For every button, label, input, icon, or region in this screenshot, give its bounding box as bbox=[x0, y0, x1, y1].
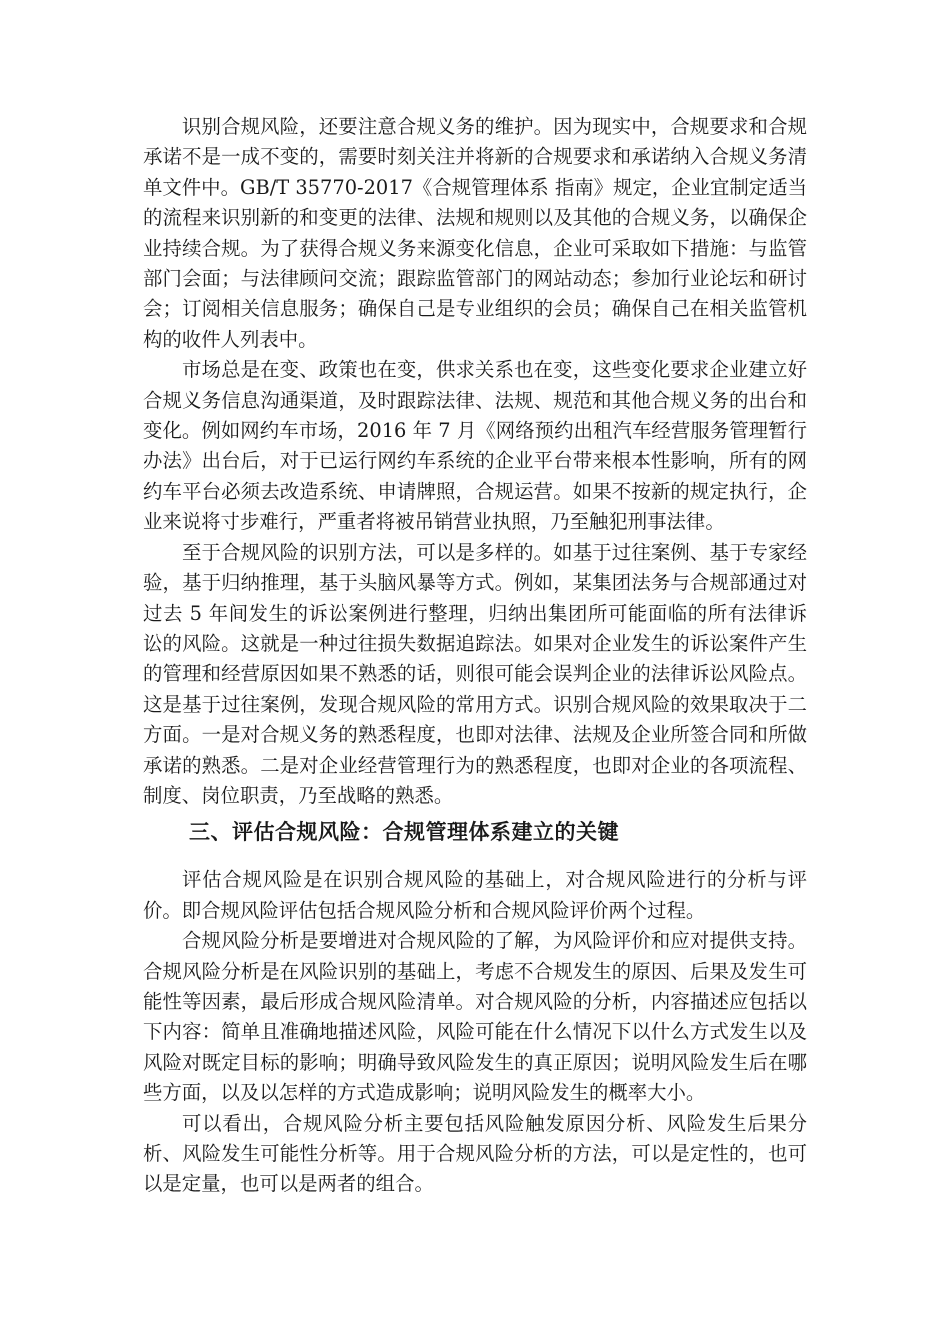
paragraph-compliance-obligation-maintenance: 识别合规风险，还要注意合规义务的维护。因为现实中，合规要求和合规承诺不是一成不变的，需要时刻关注并将新的合规要求和承诺纳入合规义务清单文件中。GB/T 35770-2017《合规管理体系 指南》规定，企业宜制定适当的流程来识别新的和变更的法律、法规和规则以及其他的合规义务，以确保企业持续合规。为了获得合规义务来源变化信息，企业可采取如下措施：与监管部门会面；与法律顾问交流；跟踪监管部门的网站动态；参加行业论坛和研讨会；订阅相关信息服务；确保自己是专业组织的会员；确保自己在相关监管机构的收件人列表中。 bbox=[143, 115, 807, 351]
paragraph-risk-analysis: 合规风险分析是要增进对合规风险的了解，为风险评价和应对提供支持。合规风险分析是在风险识别的基础上，考虑不合规发生的原因、后果及发生可能性等因素，最后形成合规风险清单。对合规风险的分析，内容描述应包括以下内容：简单且准确地描述风险，风险可能在什么情况下以什么方式发生以及风险对既定目标的影响；明确导致风险发生的真正原因；说明风险发生后在哪些方面，以及以怎样的方式造成影响；说明风险发生的概率大小。 bbox=[143, 929, 807, 1105]
paragraph-risk-assessment-definition: 评估合规风险是在识别合规风险的基础上，对合规风险进行的分析与评价。即合规风险评估包括合规风险分析和合规风险评价两个过程。 bbox=[143, 868, 807, 922]
document-page bbox=[143, 112, 807, 1200]
paragraph-market-change: 市场总是在变、政策也在变，供求关系也在变，这些变化要求企业建立好合规义务信息沟通渠道，及时跟踪法律、法规、规范和其他合规义务的出台和变化。例如网约车市场，2016 年 7 月《网络预约出租汽车经营服务管理暂行办法》出台后，对于已运行网约车系统的企业平台带来根本性影响，所有的网约车平台必须去改造系统、申请牌照，合规运营。如果不按新的规定执行，企业来说将寸步难行，严重者将被吊销营业执照，乃至触犯刑事法律。 bbox=[143, 358, 807, 534]
paragraph-analysis-summary: 可以看出，合规风险分析主要包括风险触发原因分析、风险发生后果分析、风险发生可能性分析等。用于合规风险分析的方法，可以是定性的，也可以是定量，也可以是两者的组合。 bbox=[143, 1111, 807, 1196]
paragraph-identification-methods: 至于合规风险的识别方法，可以是多样的。如基于过往案例、基于专家经验，基于归纳推理，基于头脑风暴等方式。例如，某集团法务与合规部通过对过去 5 年间发生的诉讼案例进行整理，归纳出集团所可能面临的所有法律诉讼的风险。这就是一种过往损失数据追踪法。如果对企业发生的诉讼案件产生的管理和经营原因如果不熟悉的话，则很可能会误判企业的法律诉讼风险点。这是基于过往案例，发现合规风险的常用方式。识别合规风险的效果取决于二方面。一是对合规义务的熟悉程度，也即对法律、法规及企业所签合同和所做承诺的熟悉。二是对企业经营管理行为的熟悉程度，也即对企业的各项流程、制度、岗位职责，乃至战略的熟悉。 bbox=[143, 540, 807, 807]
section-heading: 三、评估合规风险：合规管理体系建立的关键 bbox=[189, 819, 619, 845]
